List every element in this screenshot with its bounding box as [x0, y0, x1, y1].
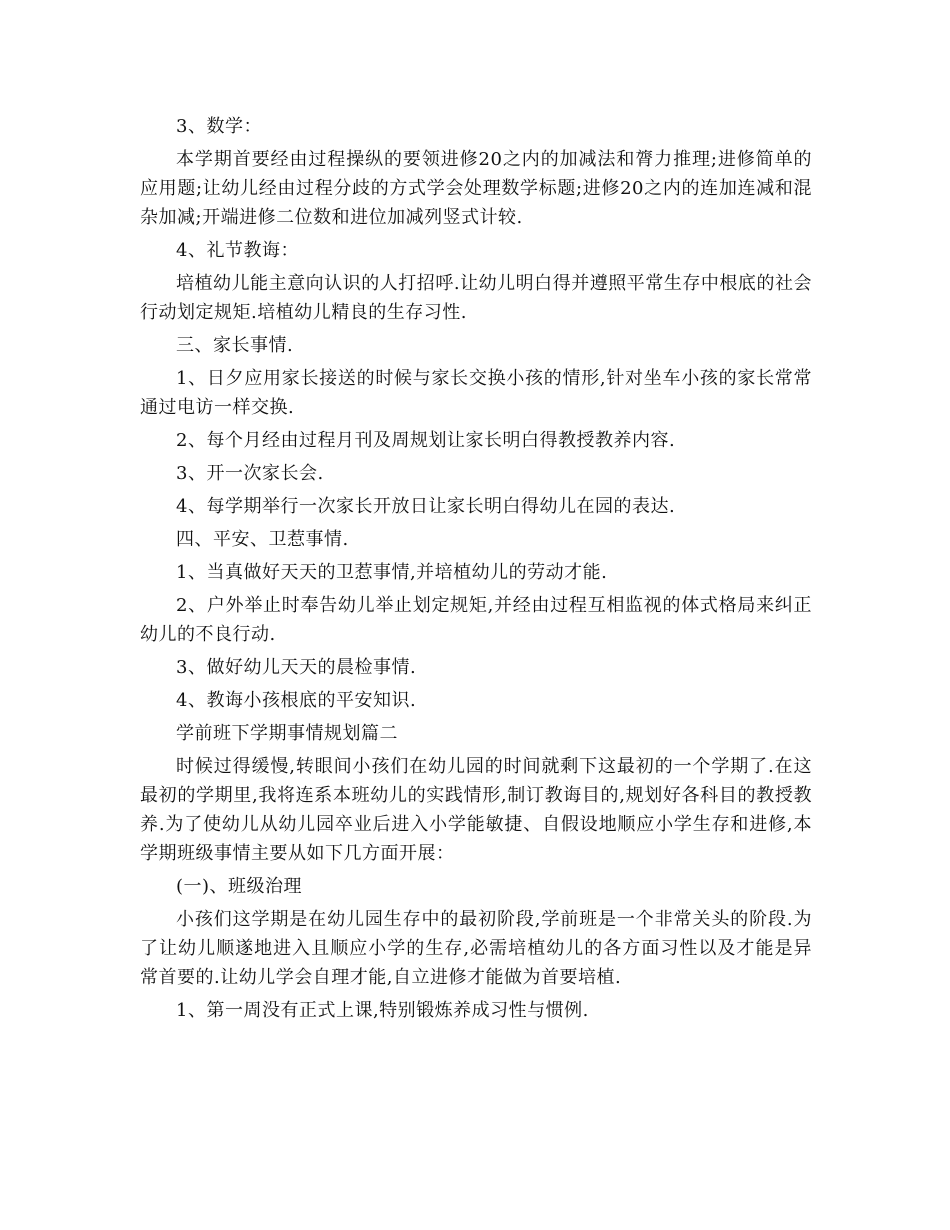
list-item-management-1: 1、第一周没有正式上课,特别锻炼养成习性与惯例. [176, 1000, 589, 1021]
list-item-parent-2: 2、每个月经由过程月刊及周规划让家长明白得教授教养内容. [176, 430, 676, 451]
heading-math: 3、数学： [176, 116, 262, 137]
heading-etiquette: 4、礼节教诲： [176, 240, 299, 261]
list-item-safety-1: 1、当真做好天天的卫惹事情,并培植幼儿的劳动才能. [176, 562, 608, 583]
section-title-part-two: 学前班下学期事情规划篇二 [176, 723, 398, 744]
list-item-parent-4: 4、每学期举行一次家长开放日让家长明白得幼儿在园的表达. [176, 496, 676, 517]
list-item-parent-3: 3、开一次家长会. [176, 463, 324, 484]
list-item-parent-1: 1、日夕应用家长接送的时候与家长交换小孩的情形,针对坐车小孩的家长常常通过电访一样交换. [140, 368, 812, 418]
heading-class-management: (一)、班级治理 [176, 876, 303, 897]
heading-parent-work: 三、家长事情. [176, 335, 294, 356]
document-body [140, 112, 812, 1029]
paragraph-math: 本学期首要经由过程操纵的要领进修20之内的加减法和膂力推理;进修简单的应用题;让幼儿经由过程分歧的方式学会处理数学标题;进修20之内的连加连减和混杂加减;开端进修二位数和进位加减列竖式计较. [140, 149, 812, 228]
list-item-safety-2: 2、户外举止时奉告幼儿举止划定规矩,并经由过程互相监视的体式格局来纠正幼儿的不良行动. [140, 595, 812, 645]
list-item-safety-4: 4、教诲小孩根底的平安知识. [176, 690, 417, 711]
paragraph-intro: 时候过得缓慢,转眼间小孩们在幼儿园的时间就剩下这最初的一个学期了.在这最初的学期里,我将连系本班幼儿的实践情形,制订教诲目的,规划好各科目的教授教养.为了使幼儿从幼儿园卒业后进入小学能敏捷、自假设地顺应小学生存和进修,本学期班级事情主要从如下几方面开展： [140, 756, 812, 864]
heading-safety-hygiene: 四、平安、卫惹事情. [176, 529, 349, 550]
list-item-safety-3: 3、做好幼儿天天的晨检事情. [176, 657, 417, 678]
paragraph-class-management: 小孩们这学期是在幼儿园生存中的最初阶段,学前班是一个非常关头的阶段.为了让幼儿顺遂地进入且顺应小学的生存,必需培植幼儿的各方面习性以及才能是异常首要的.让幼儿学会自理才能,自立进修才能做为首要培植. [140, 909, 812, 988]
paragraph-etiquette: 培植幼儿能主意向认识的人打招呼.让幼儿明白得并遵照平常生存中根底的社会行动划定规矩.培植幼儿精良的生存习性. [140, 273, 812, 323]
